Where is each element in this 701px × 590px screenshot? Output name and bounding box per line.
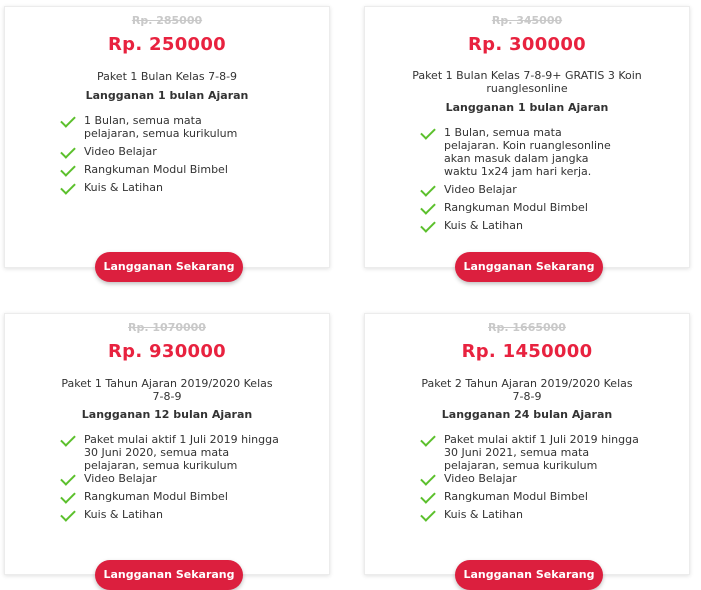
subscribe-button[interactable]: Langganan Sekarang [95, 560, 243, 590]
feature-item: Video Belajar [420, 472, 640, 485]
subscription-period: Langganan 1 bulan Ajaran [445, 101, 609, 114]
feature-item: Kuis & Latihan [60, 508, 280, 521]
feature-item: Kuis & Latihan [420, 219, 620, 232]
check-icon [60, 161, 76, 177]
old-price: Rp. 1665000 [488, 321, 566, 334]
package-description: Paket 1 Tahun Ajaran 2019/2020 Kelas 7-8-9 [61, 377, 273, 403]
subscribe-button[interactable]: Langganan Sekarang [455, 252, 603, 282]
check-icon [420, 199, 436, 215]
check-icon [60, 431, 76, 447]
feature-item: Rangkuman Modul Bimbel [60, 490, 280, 503]
feature-list [420, 433, 640, 521]
pricing-card-2-year [364, 313, 690, 581]
check-icon [420, 506, 436, 522]
price: Rp. 930000 [108, 341, 226, 362]
check-icon [60, 488, 76, 504]
feature-item: Paket mulai aktif 1 Juli 2019 hingga 30 Juni 2021, semua mata pelajaran, semua kurikulum [420, 433, 640, 472]
check-icon [420, 470, 436, 486]
subscription-period: Langganan 24 bulan Ajaran [441, 408, 613, 421]
check-icon [60, 112, 76, 128]
check-icon [60, 506, 76, 522]
old-price: Rp. 345000 [491, 14, 563, 27]
feature-item: Rangkuman Modul Bimbel [60, 163, 260, 176]
feature-item: Video Belajar [420, 183, 620, 196]
package-description: Paket 2 Tahun Ajaran 2019/2020 Kelas 7-8-9 [421, 377, 633, 403]
feature-list [420, 126, 620, 232]
price: Rp. 300000 [468, 34, 586, 55]
check-icon [420, 217, 436, 233]
old-price: Rp. 1070000 [128, 321, 206, 334]
feature-item: Kuis & Latihan [60, 181, 260, 194]
check-icon [420, 124, 436, 140]
check-icon [420, 431, 436, 447]
feature-list [60, 114, 260, 194]
check-icon [420, 181, 436, 197]
check-icon [60, 143, 76, 159]
feature-item: Rangkuman Modul Bimbel [420, 490, 640, 503]
subscription-period: Langganan 1 bulan Ajaran [85, 89, 249, 102]
feature-item: Rangkuman Modul Bimbel [420, 201, 620, 214]
feature-list [60, 433, 280, 521]
subscribe-button[interactable]: Langganan Sekarang [455, 560, 603, 590]
feature-item: Kuis & Latihan [420, 508, 640, 521]
subscription-period: Langganan 12 bulan Ajaran [81, 408, 253, 421]
feature-item: Video Belajar [60, 472, 280, 485]
price: Rp. 250000 [108, 34, 226, 55]
pricing-card-1-year [4, 313, 330, 581]
subscribe-button[interactable]: Langganan Sekarang [95, 252, 243, 282]
feature-item: 1 Bulan, semua mata pelajaran, semua kurikulum [60, 114, 260, 140]
old-price: Rp. 285000 [131, 14, 203, 27]
package-description: Paket 1 Bulan Kelas 7-8-9+ GRATIS 3 Koin ruanglesonline [412, 69, 642, 95]
package-description: Paket 1 Bulan Kelas 7-8-9 [96, 70, 238, 83]
check-icon [420, 488, 436, 504]
price: Rp. 1450000 [461, 341, 593, 362]
feature-item: Paket mulai aktif 1 Juli 2019 hingga 30 Juni 2020, semua mata pelajaran, semua kurikulum [60, 433, 280, 472]
pricing-card-monthly-coins [364, 6, 690, 273]
pricing-card-monthly [4, 6, 330, 273]
feature-item: Video Belajar [60, 145, 260, 158]
check-icon [60, 470, 76, 486]
feature-item: 1 Bulan, semua mata pelajaran. Koin ruanglesonline akan masuk dalam jangka waktu 1x24 jam hari kerja. [420, 126, 620, 178]
check-icon [60, 179, 76, 195]
